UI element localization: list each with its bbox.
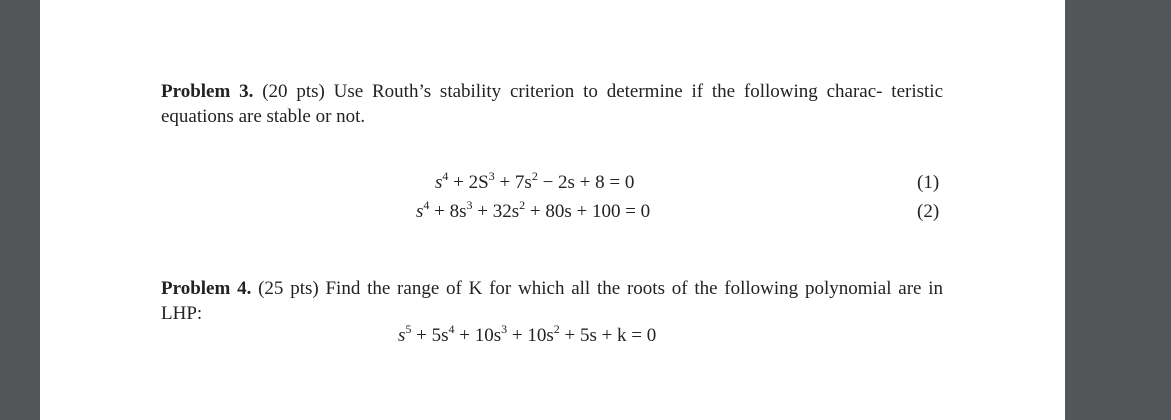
equation-3: $s^5 + 5s^4 + 10s^3 + 10s^2 + 5s + k = 0$: [398, 322, 657, 346]
viewer-left-gutter: [0, 0, 40, 420]
problem-4-paragraph: [161, 276, 943, 326]
equation-2: $s^4 + 8s^3 + 32s^2 + 80s + 100 = 0$: [416, 198, 651, 222]
equation-2-number: (2): [917, 201, 940, 222]
problem-3-paragraph: [161, 79, 943, 129]
viewer-scrollbar-area[interactable]: [1065, 0, 1171, 420]
equation-1-number: (1): [917, 172, 940, 193]
problem-3-text: (20 pts) Use Routh’s stability criterion to determine if the following charac- teristic equations are stable or not.: [161, 81, 943, 127]
problem-3-label: Problem 3.: [161, 81, 254, 102]
problem-4-label: Problem 4.: [161, 278, 252, 299]
equation-1: $s^4 + 2S^3 + 7s^2 - 2s + 8 = 0$: [435, 169, 635, 193]
document-page: [40, 0, 1065, 420]
problem-4-text: (25 pts) Find the range of K for which all the roots of the following polynomial are in LHP:: [161, 278, 943, 324]
